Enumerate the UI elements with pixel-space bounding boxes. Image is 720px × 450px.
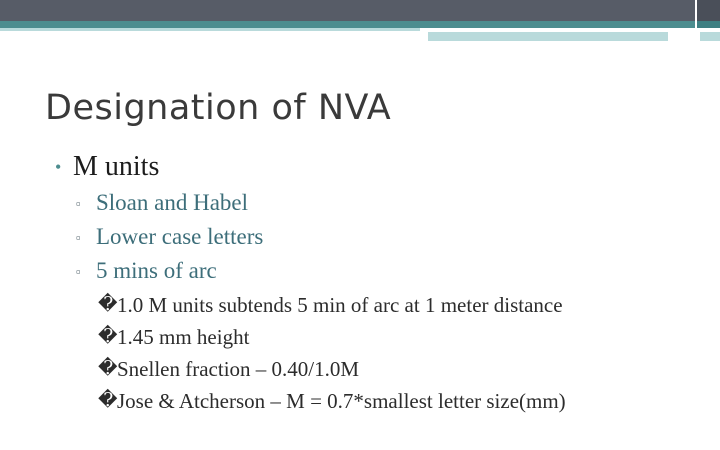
square-bullet-icon: ▫: [76, 196, 81, 211]
header-gap: [695, 0, 697, 40]
header-bar-light-right: [428, 32, 668, 41]
header-bar-light: [0, 28, 420, 31]
subbullet-text: Sloan and Habel: [96, 190, 249, 215]
header-bar-light-end: [700, 32, 720, 41]
header-bar-teal: [0, 21, 695, 28]
header-bar-teal-right: [697, 21, 720, 28]
missing-glyph-icon: �: [98, 390, 118, 411]
missing-glyph-icon: �: [98, 294, 118, 315]
detail-text: Snellen fraction – 0.40/1.0M: [117, 357, 360, 381]
detail-text: Jose & Atcherson – M = 0.7*smallest letter size(mm): [117, 389, 566, 413]
bullet-dot-icon: •: [55, 157, 62, 177]
subbullet-text: 5 mins of arc: [96, 258, 217, 283]
square-bullet-icon: ▫: [76, 264, 81, 279]
missing-glyph-icon: �: [98, 358, 118, 379]
missing-glyph-icon: �: [98, 326, 118, 347]
square-bullet-icon: ▫: [76, 230, 81, 245]
header-bar-dark: [0, 0, 695, 21]
bullet-text: M units: [73, 151, 160, 182]
detail-text: 1.45 mm height: [117, 325, 250, 349]
detail-text: 1.0 M units subtends 5 min of arc at 1 meter distance: [117, 293, 563, 317]
header-bar-dark-right: [697, 0, 720, 21]
slide-title: Designation of NVA: [45, 88, 392, 128]
subbullet-text: Lower case letters: [96, 224, 264, 249]
